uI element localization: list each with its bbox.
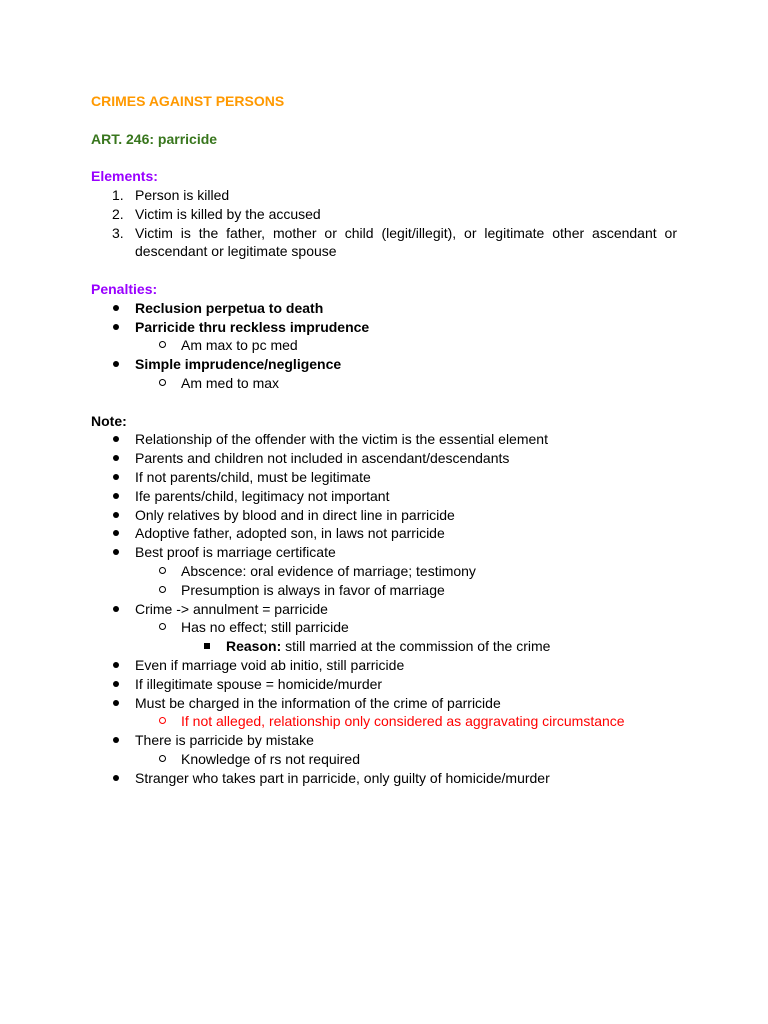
elements-label: Elements: xyxy=(91,168,158,185)
hollow-bullet-icon xyxy=(159,755,166,762)
bullet-icon xyxy=(113,737,119,743)
hollow-bullet-icon xyxy=(159,586,166,593)
list-item xyxy=(91,374,677,393)
list-item xyxy=(91,712,677,731)
list-item xyxy=(91,600,677,619)
bullet-icon xyxy=(113,324,119,330)
list-item xyxy=(91,487,677,506)
list-item xyxy=(91,543,677,562)
list-item xyxy=(91,731,677,750)
hollow-bullet-icon xyxy=(159,379,166,386)
reason-label: Reason: xyxy=(226,638,282,655)
bullet-icon xyxy=(113,549,119,555)
hollow-bullet-icon xyxy=(159,567,166,574)
list-item xyxy=(91,430,677,449)
hollow-bullet-icon xyxy=(159,717,166,724)
list-item xyxy=(91,675,677,694)
document-page xyxy=(91,92,677,787)
list-item xyxy=(91,186,677,205)
list-number: 3. xyxy=(112,224,124,241)
list-item-text: Person is killed xyxy=(135,186,230,203)
list-item xyxy=(91,336,677,355)
list-item xyxy=(91,468,677,487)
list-item xyxy=(91,355,677,374)
bullet-icon xyxy=(113,436,119,442)
list-item xyxy=(91,318,677,337)
list-item-text: Simple imprudence/negligence xyxy=(135,356,342,373)
hollow-bullet-icon xyxy=(159,623,166,630)
list-item-text: Parents and children not included in ascendant/descendants xyxy=(135,450,510,467)
list-item xyxy=(91,656,677,675)
list-item-text: Stranger who takes part in parricide, only guilty of homicide/murder xyxy=(135,769,550,786)
list-item-text: Presumption is always in favor of marriage xyxy=(181,581,445,598)
list-item-text: Abscence: oral evidence of marriage; testimony xyxy=(181,562,476,579)
list-item-text: Am max to pc med xyxy=(181,337,298,354)
list-item xyxy=(91,449,677,468)
list-item-text: Knowledge of rs not required xyxy=(181,750,360,767)
hollow-bullet-icon xyxy=(159,341,166,348)
bullet-icon xyxy=(113,361,119,367)
list-item xyxy=(91,506,677,525)
article-title: ART. 246: parricide xyxy=(91,130,218,147)
bullet-icon xyxy=(113,606,119,612)
bullet-icon xyxy=(113,474,119,480)
list-item-text: Best proof is marriage certificate xyxy=(135,544,336,561)
list-item-text: Parricide thru reckless imprudence xyxy=(135,318,370,335)
bullet-icon xyxy=(113,512,119,518)
list-item-text: Relationship of the offender with the victim is the essential element xyxy=(135,431,548,448)
list-number: 1. xyxy=(112,186,124,203)
list-item-text: Ife parents/child, legitimacy not important xyxy=(135,487,390,504)
document-heading: CRIMES AGAINST PERSONS xyxy=(91,93,285,109)
bullet-icon xyxy=(113,493,119,499)
note-label: Note: xyxy=(91,412,127,429)
list-item xyxy=(91,750,677,769)
list-item-text: Am med to max xyxy=(181,374,280,391)
spacer xyxy=(91,393,677,412)
list-item xyxy=(91,637,677,656)
list-item-text: Victim is the father, mother or child (legit/illegit), or legitimate other ascendant or descendant or legitimate spouse xyxy=(135,224,677,260)
list-item-text: If illegitimate spouse = homicide/murder xyxy=(135,675,383,692)
list-item-text: Adoptive father, adopted son, in laws not parricide xyxy=(135,525,445,542)
list-item xyxy=(91,524,677,543)
bullet-icon xyxy=(113,530,119,536)
list-item-text: If not parents/child, must be legitimate xyxy=(135,468,371,485)
list-item xyxy=(91,618,677,637)
list-item-text: Must be charged in the information of the crime of parricide xyxy=(135,694,501,711)
list-item-text: Crime -> annulment = parricide xyxy=(135,600,328,617)
list-item xyxy=(91,562,677,581)
list-item-text: still married at the commission of the crime xyxy=(281,638,551,655)
list-item xyxy=(91,769,677,788)
list-item-text: Reclusion perpetua to death xyxy=(135,299,324,316)
bullet-icon xyxy=(113,455,119,461)
spacer xyxy=(91,261,677,280)
list-item xyxy=(91,205,677,224)
list-item-text: Only relatives by blood and in direct line in parricide xyxy=(135,506,455,523)
list-item xyxy=(91,224,677,262)
list-item xyxy=(91,581,677,600)
penalties-label: Penalties: xyxy=(91,280,158,297)
list-item-text: Even if marriage void ab initio, still parricide xyxy=(135,656,405,673)
list-number: 2. xyxy=(112,205,124,222)
bullet-icon xyxy=(113,700,119,706)
spacer xyxy=(91,111,677,130)
bullet-icon xyxy=(113,662,119,668)
bullet-icon xyxy=(113,681,119,687)
list-item xyxy=(91,299,677,318)
bullet-icon xyxy=(113,305,119,311)
spacer xyxy=(91,148,677,167)
square-bullet-icon xyxy=(204,643,210,649)
list-item-text: Victim is killed by the accused xyxy=(135,205,321,222)
list-item-text: Has no effect; still parricide xyxy=(181,619,349,636)
warning-text: If not alleged, relationship only considered as aggravating circumstance xyxy=(181,713,625,730)
bullet-icon xyxy=(113,775,119,781)
list-item xyxy=(91,694,677,713)
list-item-text: There is parricide by mistake xyxy=(135,732,314,749)
